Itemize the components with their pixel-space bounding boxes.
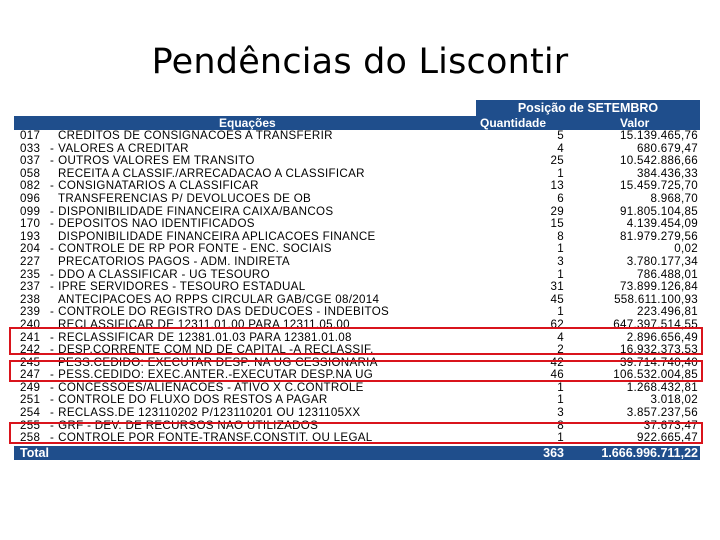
- row-code: 237: [20, 280, 41, 294]
- row-code: 033: [20, 141, 41, 155]
- row-description-text: PRECATORIOS PAGOS - ADM. INDIRETA: [58, 254, 290, 268]
- row-separator: -: [50, 141, 55, 155]
- row-separator: -: [50, 305, 55, 319]
- row-value: 558.611.100,93: [614, 292, 698, 306]
- row-value: 73.899.126,84: [619, 280, 698, 294]
- row-description-text: OUTROS VALORES EM TRANSITO: [58, 154, 255, 168]
- row-description-text: VALORES A CREDITAR: [58, 141, 189, 155]
- row-quantity: 3: [557, 254, 564, 268]
- row-description-text: DISPONIBILIDADE FINANCEIRA CAIXA/BANCOS: [58, 204, 334, 218]
- row-value: 0,02: [674, 242, 698, 256]
- row-quantity: 4: [557, 141, 564, 155]
- row-description-text: CONTROLE DO REGISTRO DAS DEDUCOES - INDEBITOS: [58, 305, 390, 319]
- row-value: 81.979.279,56: [619, 229, 698, 243]
- row-value: 3.857.237,56: [626, 406, 698, 420]
- row-description-text: RECLASS.DE 123110202 P/123110201 OU 1231105XX: [58, 406, 361, 420]
- total-label: Total: [20, 445, 49, 460]
- row-quantity: 46: [550, 368, 564, 382]
- table-body: [14, 130, 700, 445]
- row-quantity: 1: [557, 267, 564, 281]
- row-code: 099: [20, 204, 41, 218]
- col-valor-header: Valor: [620, 116, 650, 130]
- row-code: 204: [20, 242, 41, 256]
- row-value: 647.397.514,55: [613, 317, 698, 331]
- row-code: 255: [20, 418, 41, 432]
- row-description-text: TRANSFERENCIAS P/ DEVOLUCOES DE OB: [58, 191, 312, 205]
- row-value: 4.139.454,09: [626, 217, 698, 231]
- row-description-text: DEPOSITOS NAO IDENTIFICADOS: [58, 217, 255, 231]
- row-code: 258: [20, 431, 41, 445]
- row-quantity: 62: [550, 317, 564, 331]
- slide-title: Pendências do Liscontir: [151, 42, 569, 82]
- row-quantity: 6: [557, 191, 564, 205]
- row-value: 91.805.104,85: [619, 204, 698, 218]
- period-header: Posição de SETEMBRO: [476, 100, 700, 116]
- row-description-text: CONCESSOES/ALIENACOES - ATIVO X C.CONTROLE: [58, 380, 364, 394]
- row-code: 082: [20, 179, 41, 193]
- row-code: 239: [20, 305, 41, 319]
- row-value: 15.139.465,76: [619, 129, 698, 142]
- row-description-text: CONTROLE DO FLUXO DOS RESTOS A PAGAR: [58, 393, 328, 407]
- row-code: 254: [20, 406, 41, 420]
- row-separator: -: [50, 418, 55, 432]
- total-row: [14, 446, 700, 460]
- total-value: 1.666.996.711,22: [601, 445, 698, 460]
- row-quantity: 29: [550, 204, 564, 218]
- row-separator: -: [50, 406, 55, 420]
- row-quantity: 4: [557, 330, 564, 344]
- row-quantity: 8: [557, 229, 564, 243]
- row-quantity: 5: [557, 129, 564, 142]
- row-separator: -: [50, 380, 55, 394]
- row-description-text: CONTROLE POR FONTE-TRANSF.CONSTIT. OU LEGAL: [58, 431, 373, 445]
- row-separator: -: [50, 330, 55, 344]
- row-quantity: 45: [550, 292, 564, 306]
- row-separator: -: [50, 242, 55, 256]
- row-code: 193: [20, 229, 41, 243]
- row-quantity: 1: [557, 242, 564, 256]
- row-quantity: 1: [557, 166, 564, 180]
- row-description-text: PESS.CEDIDO: EXECUTAR DESP. NA UG CESSIONARIA: [58, 355, 378, 369]
- row-quantity: 15: [550, 217, 564, 231]
- row-value: 39.714.740,40: [619, 355, 698, 369]
- row-value: 223.496,81: [636, 305, 698, 319]
- row-description-text: ANTECIPACOES AO RPPS CIRCULAR GAB/CGE 08/2014: [58, 292, 380, 306]
- row-value: 106.532.004,85: [613, 368, 698, 382]
- row-value: 1.268.432,81: [626, 380, 698, 394]
- row-code: 240: [20, 317, 41, 331]
- row-description-text: DDO A CLASSIFICAR - UG TESOURO: [58, 267, 270, 281]
- row-code: 017: [20, 129, 41, 142]
- row-description-text: PESS.CEDIDO: EXEC.ANTER.-EXECUTAR DESP.NA UG: [58, 368, 374, 382]
- row-value: 922.665,47: [636, 431, 698, 445]
- row-value: 2.896.656,49: [626, 330, 698, 344]
- row-separator: -: [50, 431, 55, 445]
- row-description-text: CONTROLE DE RP POR FONTE - ENC. SOCIAIS: [58, 242, 332, 256]
- row-description-text: RECEITA A CLASSIF./ARRECADACAO A CLASSIFICAR: [58, 166, 365, 180]
- row-value: 10.542.886,66: [619, 154, 698, 168]
- row-quantity: 1: [557, 380, 564, 394]
- row-value: 37.673,47: [643, 418, 698, 432]
- row-quantity: 25: [550, 154, 564, 168]
- row-description-text: CREDITOS DE CONSIGNACOES A TRANSFERIR: [58, 129, 333, 142]
- row-separator: -: [50, 343, 55, 357]
- row-quantity: 42: [550, 355, 564, 369]
- row-separator: -: [50, 179, 55, 193]
- row-separator: -: [50, 217, 55, 231]
- row-code: 242: [20, 343, 41, 357]
- row-description-text: CONSIGNATARIOS A CLASSIFICAR: [58, 179, 259, 193]
- row-quantity: 1: [557, 393, 564, 407]
- row-quantity: 2: [557, 343, 564, 357]
- highlight-box-238-239: [9, 327, 703, 355]
- row-separator: -: [50, 154, 55, 168]
- row-value: 16.932.373,53: [619, 343, 698, 357]
- row-separator: -: [50, 204, 55, 218]
- row-quantity: 13: [550, 179, 564, 193]
- row-value: 3.780.177,34: [626, 254, 698, 268]
- row-code: 245: [20, 355, 41, 369]
- row-separator: -: [50, 368, 55, 382]
- row-quantity: 1: [557, 305, 564, 319]
- highlight-box-240: [9, 360, 703, 382]
- pendencias-table: [14, 100, 700, 460]
- row-code: 227: [20, 254, 41, 268]
- row-description-text: DESP.CORRENTE COM ND DE CAPITAL -A RECLASSIF.: [58, 343, 374, 357]
- row-separator: -: [50, 393, 55, 407]
- row-value: 3.018,02: [650, 393, 698, 407]
- total-qty: 363: [543, 445, 564, 460]
- col-quantidade-header: Quantidade: [480, 116, 547, 130]
- row-quantity: 3: [557, 406, 564, 420]
- row-code: 249: [20, 380, 41, 394]
- row-value: 786.488,01: [636, 267, 698, 281]
- row-quantity: 31: [550, 280, 564, 294]
- row-code: 235: [20, 267, 41, 281]
- row-description-text: IPRE SERVIDORES - TESOURO ESTADUAL: [58, 280, 306, 294]
- row-quantity: 1: [557, 431, 564, 445]
- row-code: 238: [20, 292, 41, 306]
- column-header-row: [14, 116, 700, 130]
- row-separator: -: [50, 280, 55, 294]
- row-code: 037: [20, 154, 41, 168]
- col-equacoes-header: Equações: [219, 116, 276, 130]
- row-code: 058: [20, 166, 41, 180]
- row-value: 8.968,70: [650, 191, 698, 205]
- row-code: 096: [20, 191, 41, 205]
- row-code: 251: [20, 393, 41, 407]
- row-quantity: 8: [557, 418, 564, 432]
- row-description-text: RECLASSIFICAR DE 12381.01.03 PARA 12381.01.08: [58, 330, 352, 344]
- row-description-text: GRF - DEV. DE RECURSOS NAO UTILIZADOS: [58, 418, 319, 432]
- row-code: 170: [20, 217, 41, 231]
- row-value: 15.459.725,70: [619, 179, 698, 193]
- row-code: 247: [20, 368, 41, 382]
- period-header-row: [14, 100, 700, 116]
- row-value: 384.436,33: [636, 166, 698, 180]
- row-description-text: RECLASSIFICAR DE 12311.01.00 PARA 12311.05.00: [58, 317, 350, 331]
- row-value: 680.679,47: [636, 141, 698, 155]
- row-description-text: DISPONIBILIDADE FINANCEIRA APLICACOES FINANCE: [58, 229, 376, 243]
- row-separator: -: [50, 267, 55, 281]
- row-code: 241: [20, 330, 41, 344]
- highlight-box-247: [9, 418, 703, 444]
